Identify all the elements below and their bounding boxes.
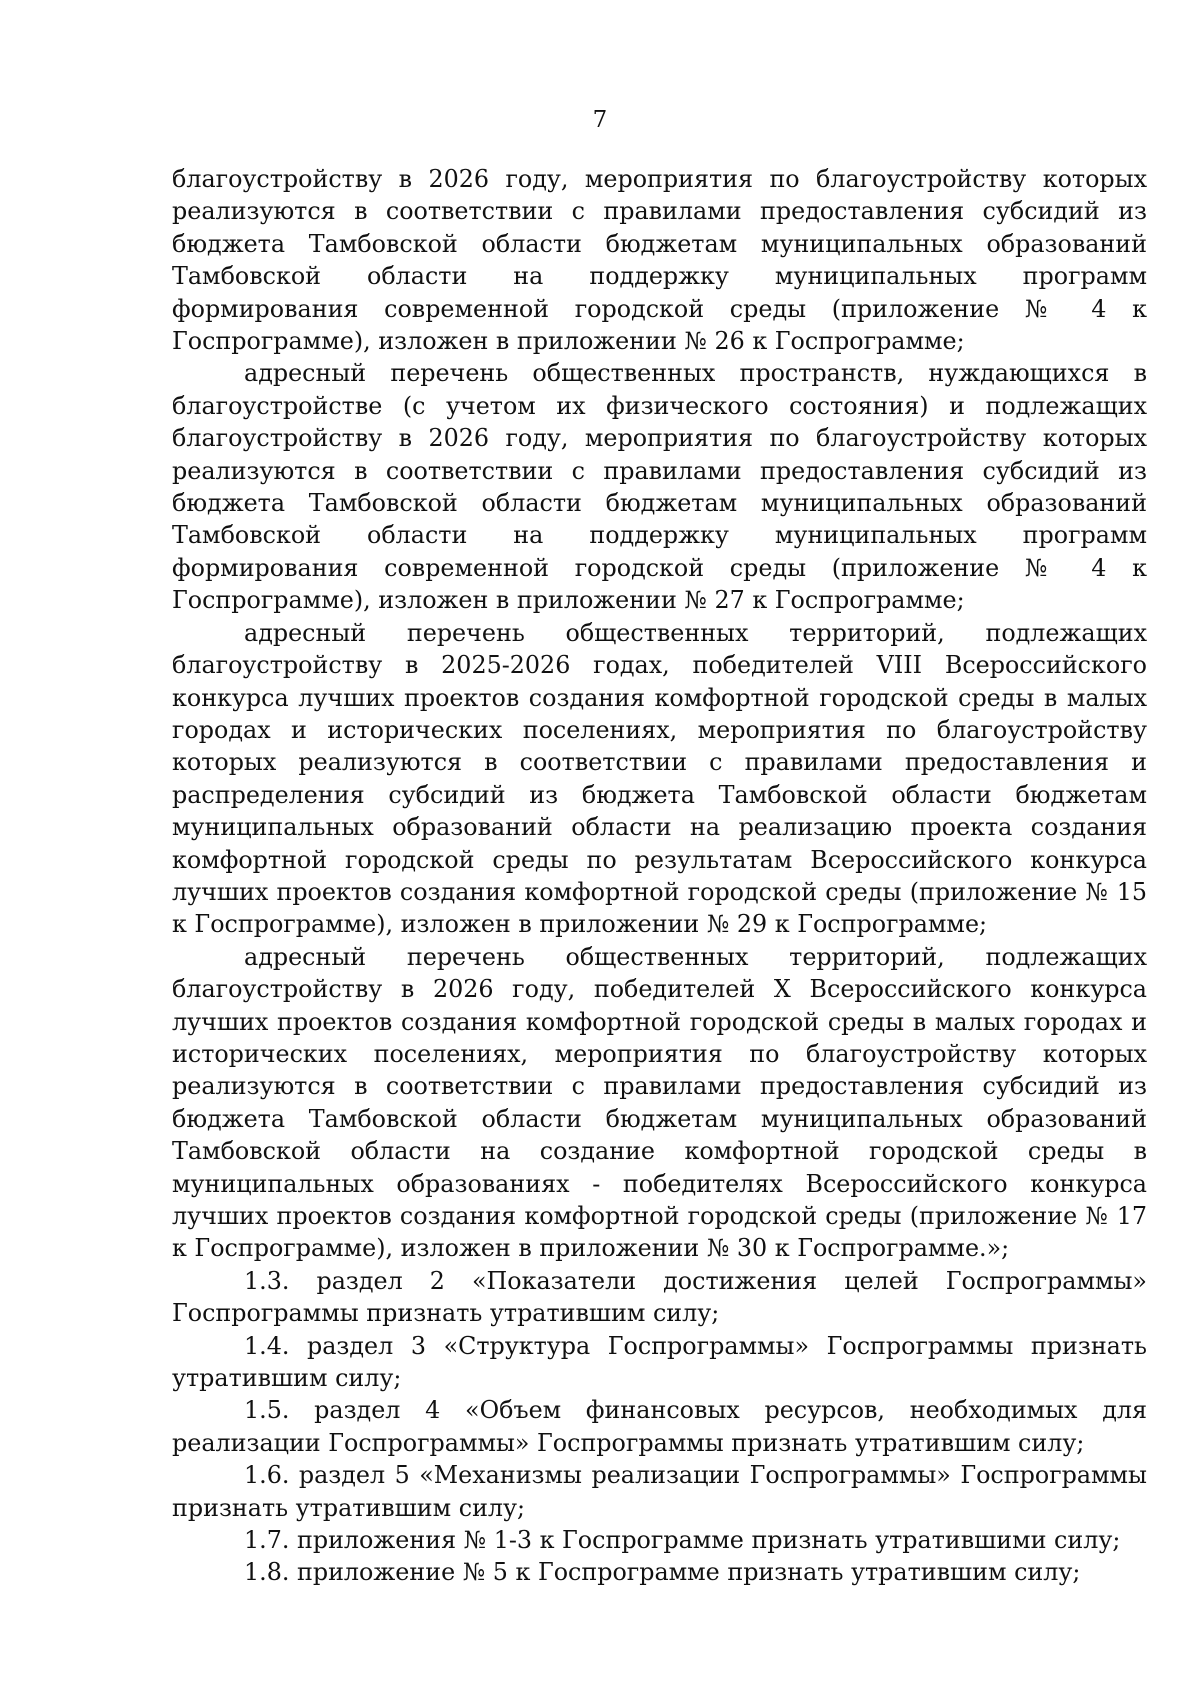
paragraph-item-1-7: 1.7. приложения № 1-3 к Госпрограмме признать утратившими силу; — [244, 1526, 1121, 1555]
page-number: 7 — [592, 107, 608, 133]
paragraph-viii-contest-list: адресный перечень общественных территорий, подлежащих благоустройству в 2025-2026 годах, победителей VIII Всероссийского конкурса лучших проектов создания комфортной городской среды в малых городах и исторических поселениях, мероприятия по благоустройству которых реализуются в соответствии с правилами предоставления и распределения субсидий из бюджета Тамбовской области бюджетам муниципальных образований области на реализацию проекта создания комфортной городской среды по результатам Всероссийского конкурса лучших проектов создания комфортной городской среды (приложение № 15 к Госпрограмме), изложен в приложении № 29 к Госпрограмме; — [172, 618, 1147, 939]
paragraph-item-1-6: 1.6. раздел 5 «Механизмы реализации Госпрограммы» Госпрограммы признать утратившим силу; — [172, 1461, 1147, 1522]
paragraph-continuation: благоустройству в 2026 году, мероприятия по благоустройству которых реализуются в соответствии с правилами предоставления субсидий из бюджета Тамбовской области бюджетам муниципальных образований Тамбовской области на поддержку муниципальных программ формирования современной городской среды (приложение № 4 к Госпрограмме), изложен в приложении № 26 к Госпрограмме; — [172, 165, 1147, 356]
paragraph-item-1-5: 1.5. раздел 4 «Объем финансовых ресурсов, необходимых для реализации Госпрограммы» Госпрограммы признать утратившим силу; — [172, 1396, 1147, 1457]
paragraph-item-1-3: 1.3. раздел 2 «Показатели достижения целей Госпрограммы» Госпрограммы признать утратившим силу; — [172, 1266, 1147, 1328]
paragraph-x-contest-list: адресный перечень общественных территорий, подлежащих благоустройству в 2026 году, победителей X Всероссийского конкурса лучших проектов создания комфортной городской среды в малых городах и исторических поселениях, мероприятия по благоустройству которых реализуются в соответствии с правилами предоставления субсидий из бюджета Тамбовской области бюджетам муниципальных образований Тамбовской области на создание комфортной городской среды в муниципальных образованиях - победителях Всероссийского конкурса лучших проектов создания комфортной городской среды (приложение № 17 к Госпрограмме), изложен в приложении № 30 к Госпрограмме.»; — [172, 942, 1147, 1263]
paragraph-item-1-8: 1.8. приложение № 5 к Госпрограмме признать утратившим силу; — [244, 1558, 1081, 1587]
paragraph-public-spaces-list: адресный перечень общественных пространств, нуждающихся в благоустройстве (с учетом их физического состояния) и подлежащих благоустройству в 2026 году, мероприятия по благоустройству которых реализуются в соответствии с правилами предоставления субсидий из бюджета Тамбовской области бюджетам муниципальных образований Тамбовской области на поддержку муниципальных программ формирования современной городской среды (приложение № 4 к Госпрограмме), изложен в приложении № 27 к Госпрограмме; — [172, 359, 1147, 615]
paragraph-item-1-4: 1.4. раздел 3 «Структура Госпрограммы» Госпрограммы признать утратившим силу; — [172, 1331, 1147, 1393]
document-body — [172, 163, 1147, 1589]
